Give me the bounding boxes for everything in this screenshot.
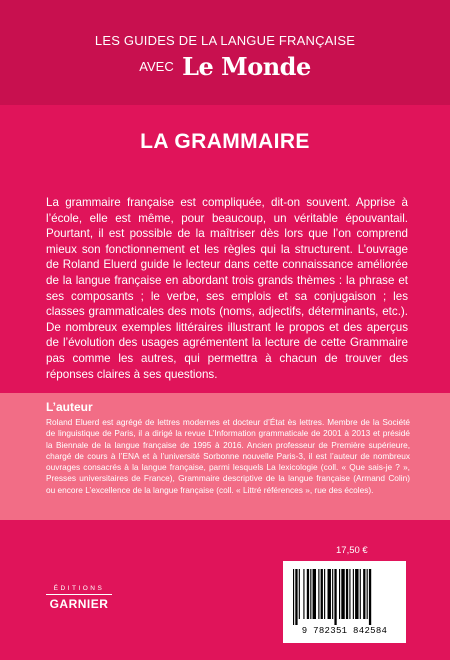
publisher-name: GARNIER <box>49 597 109 611</box>
author-heading: L’auteur <box>46 400 93 414</box>
barcode-bar <box>321 569 323 619</box>
publisher-divider <box>46 594 112 595</box>
barcode-bar <box>328 569 331 619</box>
barcode-bar <box>303 569 304 619</box>
barcode-bar <box>324 569 325 619</box>
summary-text: La grammaire française est compliquée, dit-on souvent. Apprise à l’école, elle est même, pour beaucoup, un véritable épouvantail. Pourtant, il est possible de la maîtriser dès lors que l’on comprend mieux son fonctionnement et les règles qui la structurent. L’ouvrage de Roland Eluerd guide le lecteur dans cette connaissance améliorée de la langue française en abordant trois grands thèmes : la phrase et ses composants ; le verbe, ses emplois et sa conjugaison ; les classes grammaticales des mots (noms, adjectifs, déterminants, etc.). De nombreux exemples littéraires illustrant le propos et des aperçus de l’évolution des usages agrémentent la lecture de cette Grammaire pas comme les autres, qui permettra à chacun de trouver des réponses claires à ses questions. <box>46 196 408 381</box>
barcode-bar <box>339 569 340 619</box>
barcode-bar <box>360 569 361 619</box>
barcode-bar <box>313 569 316 619</box>
barcode-bar <box>367 569 368 619</box>
barcode-bar <box>349 569 350 619</box>
barcode-bar <box>346 569 348 619</box>
barcode-bar <box>299 569 300 619</box>
book-title: LA GRAMMAIRE <box>140 130 310 153</box>
publisher-editions: ÉDITIONS <box>53 585 105 592</box>
brand-line <box>0 52 450 81</box>
back-cover-summary <box>46 195 408 382</box>
barcode <box>283 561 406 643</box>
price-label: 17,50 € <box>336 545 368 556</box>
with-label: AVEC <box>139 59 174 74</box>
isbn-number: 9 782351 842584 <box>301 626 388 636</box>
le-monde-logo: Le Monde <box>182 52 311 81</box>
barcode-bar <box>363 569 365 619</box>
barcode-bar <box>318 569 319 619</box>
author-section <box>0 393 450 520</box>
barcode-bar <box>307 569 309 619</box>
barcode-bar <box>295 569 297 625</box>
barcode-bar <box>293 569 294 625</box>
barcode-bar <box>341 569 344 619</box>
barcode-bar <box>353 569 354 619</box>
publisher-logo <box>44 585 114 611</box>
barcode-bar <box>369 569 371 625</box>
barcode-bar <box>334 569 336 625</box>
author-bio: Roland Eluerd est agrégé de lettres modernes et docteur d’État ès lettres. Membre de la Société de linguistique de Paris, il a dirigé la revue L’Information grammaticale de 2001 à 2013 et présidé la Biennale de la langue française de 1995 à 2016. Ancien professeur de Première supérieure, chargé de cours à l’ENA et à l’université Sorbonne nouvelle Paris-3, il est l’auteur de nombreux ouvrages consacrés à la langue française, parmi lesquels La lexicologie (coll. « Que sais-je ? », Presses universitaires de France), Grammaire descriptive de la langue française (Armand Colin) ou encore L’excellence de la langue française (coll. « Littré références », rue des écoles). <box>46 417 410 495</box>
barcode-bars <box>291 569 398 625</box>
series-title: LES GUIDES DE LA LANGUE FRANÇAISE <box>94 33 356 48</box>
barcode-bar <box>355 569 358 619</box>
barcode-bar <box>332 569 333 619</box>
barcode-bar <box>310 569 311 619</box>
